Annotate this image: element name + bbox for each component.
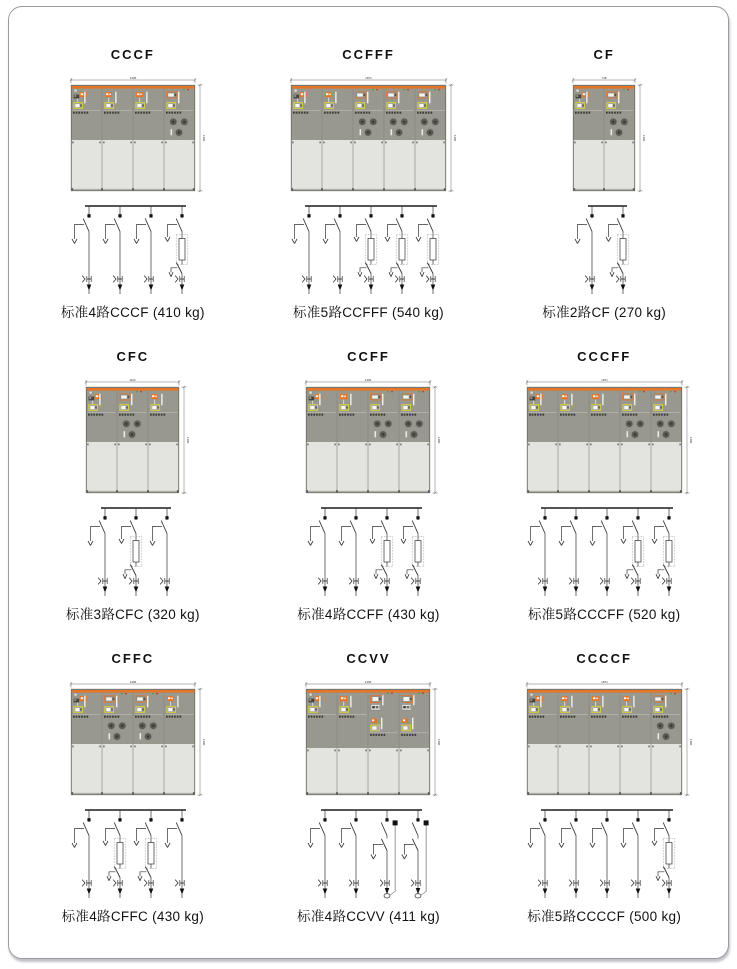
product-cell-cf (486, 47, 722, 329)
product-title: CFFC (111, 651, 155, 666)
svg-text:1871: 1871 (600, 679, 608, 684)
product-title: CCFFF (342, 47, 395, 62)
svg-text:1400: 1400 (452, 134, 457, 142)
cabinet-drawing (519, 679, 693, 797)
product-title: CCFF (347, 349, 390, 364)
cabinet-drawing (63, 679, 206, 797)
cabinet-svg (78, 377, 191, 495)
svg-text:1871: 1871 (600, 377, 608, 382)
single-line-diagram (69, 201, 196, 297)
cabinet-drawing (78, 377, 191, 495)
svg-text:1496: 1496 (129, 679, 137, 684)
product-caption: 标准2路CF (270 kg) (542, 305, 667, 320)
svg-text:1400: 1400 (688, 738, 693, 746)
product-cell-cffc (15, 651, 251, 933)
svg-text:1400: 1400 (186, 436, 191, 444)
cabinet-svg (298, 377, 442, 495)
product-cell-ccfff (251, 47, 487, 329)
product-cell-ccccf (486, 651, 722, 933)
diagram-svg (305, 503, 432, 599)
diagram-svg (525, 503, 683, 599)
product-cell-ccff (251, 349, 487, 631)
product-cell-ccvv (251, 651, 487, 933)
page-border (8, 6, 729, 959)
svg-text:1122: 1122 (129, 377, 137, 382)
product-title: CCVV (346, 651, 391, 666)
svg-text:1400: 1400 (437, 436, 442, 444)
svg-text:1496: 1496 (129, 75, 137, 80)
product-caption: 标准4路CCFF (430 kg) (297, 607, 440, 622)
single-line-diagram (572, 201, 637, 297)
cabinet-drawing (565, 75, 646, 193)
diagram-svg (69, 805, 196, 901)
cabinet-svg (63, 75, 206, 193)
product-title: CFC (116, 349, 150, 364)
diagram-svg (572, 201, 637, 297)
product-cell-cfc (15, 349, 251, 631)
svg-text:1400: 1400 (688, 436, 693, 444)
product-caption: 标准4路CCVV (411 kg) (297, 909, 440, 924)
cabinet-svg (63, 679, 206, 797)
cabinet-svg (283, 75, 457, 193)
product-caption: 标准5路CCCFF (520 kg) (527, 607, 681, 622)
diagram-svg (289, 201, 447, 297)
product-cell-cccf (15, 47, 251, 329)
cabinet-drawing (283, 75, 457, 193)
cabinet-svg (519, 679, 693, 797)
single-line-diagram (69, 805, 196, 901)
product-caption: 标准4路CCCF (410 kg) (60, 305, 205, 320)
svg-text:1400: 1400 (437, 738, 442, 746)
cabinet-drawing (63, 75, 206, 193)
product-title: CCCFF (577, 349, 632, 364)
product-caption: 标准3路CFC (320 kg) (65, 607, 200, 622)
product-title: CF (593, 47, 615, 62)
product-cell-cccff (486, 349, 722, 631)
cabinet-drawing (298, 679, 442, 797)
product-title: CCCF (110, 47, 155, 62)
svg-text:1400: 1400 (201, 134, 206, 142)
single-line-diagram (289, 201, 447, 297)
svg-text:748: 748 (601, 75, 607, 80)
product-title: CCCCF (576, 651, 632, 666)
single-line-diagram (525, 503, 683, 599)
svg-text:1400: 1400 (641, 134, 646, 142)
product-caption: 标准4路CFFC (430 kg) (61, 909, 205, 924)
single-line-diagram (525, 805, 683, 901)
diagram-svg (525, 805, 683, 901)
svg-text:1871: 1871 (365, 75, 372, 80)
cabinet-svg (519, 377, 693, 495)
single-line-diagram (305, 805, 432, 901)
cabinet-drawing (298, 377, 442, 495)
product-caption: 标准5路CCFFF (540 kg) (293, 305, 444, 320)
single-line-diagram (85, 503, 181, 599)
svg-text:1496: 1496 (365, 377, 372, 382)
product-caption: 标准5路CCCCF (500 kg) (527, 909, 682, 924)
svg-text:1496: 1496 (365, 679, 372, 684)
cabinet-svg (298, 679, 442, 797)
diagram-svg (69, 201, 196, 297)
cabinet-svg (565, 75, 646, 193)
cabinet-drawing (519, 377, 693, 495)
svg-text:1400: 1400 (201, 738, 206, 746)
product-grid (15, 47, 722, 933)
diagram-svg (85, 503, 181, 599)
diagram-svg (305, 805, 432, 901)
single-line-diagram (305, 503, 432, 599)
